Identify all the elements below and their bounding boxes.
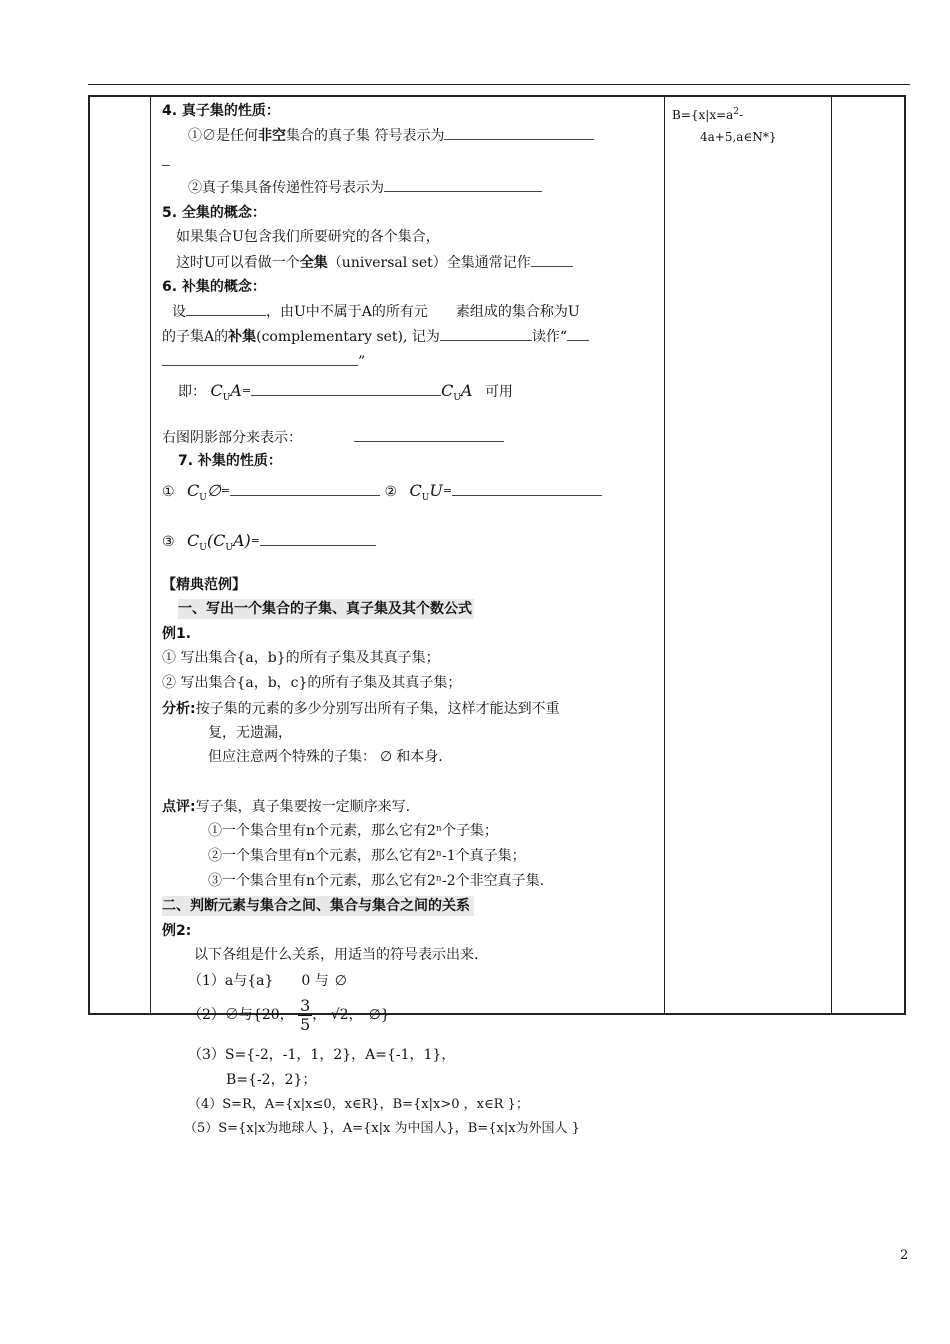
complement-symbol: $C_UA$ — [441, 381, 473, 404]
s6-complement-def: 即： $C_UA^=$ $C_UA$ 可用 — [178, 381, 513, 404]
s6-line5: 右图阴影部分来表示： — [162, 427, 504, 448]
s6-line1: 设 ，由U中不属于A的所有元 素组成的集合称为U — [172, 301, 580, 322]
s4-item2: ②真子集具备传递性符号表示为 — [188, 177, 542, 198]
page-number: 2 — [900, 1248, 909, 1263]
section-7-title: 7. 补集的性质： — [178, 453, 282, 469]
example-2-label: 例2: — [162, 923, 192, 939]
s7-prop1: ① $C_U\emptyset^=$ ② $C_UU^=$ — [162, 481, 602, 508]
fraction-3-5: $\frac{3}{5}$ — [300, 995, 311, 1034]
s4-item1: ①∅是任何非空集合的真子集 符号表示为 — [188, 125, 594, 146]
ex2-q1: （1）a与{a} 0 与 ∅ — [188, 973, 347, 989]
col-divider — [664, 97, 665, 1013]
ex1-q1: ① 写出集合{a，b}的所有子集及其真子集； — [162, 650, 440, 666]
complement-symbol: $C_UA$ — [210, 381, 242, 404]
main-content — [158, 99, 658, 1034]
ex2-intro: 以下各组是什么关系，用适当的符号表示出来. — [194, 947, 479, 963]
analysis: 分析:按子集的元素的多少分别写出所有子集，这样才能达到不重 — [162, 701, 560, 717]
comment-line2: ①一个集合里有n个元素，那么它有2ⁿ个子集； — [208, 823, 498, 839]
s5-line2: 这时U可以看做一个全集（universal set）全集通常记作 — [176, 252, 573, 273]
analysis-line2: 复，无遗漏， — [208, 725, 292, 741]
ex2-q4: （4）S=R，A={x|x≤0，x∈R}，B={x|x>0 ，x∈R }； — [188, 1097, 529, 1112]
part1-heading: 一、写出一个集合的子集、真子集及其个数公式 — [178, 601, 472, 617]
comment-line4: ③一个集合里有n个元素，那么它有2ⁿ-2个非空真子集. — [208, 873, 545, 889]
s6-line3: ” — [162, 351, 365, 372]
section-6-title: 6. 补集的概念： — [162, 279, 266, 295]
section-4-title: 4. 真子集的性质： — [162, 103, 280, 119]
s7-prop3: ③ $C_U(C_UA)^=$ — [162, 531, 376, 558]
ex2-q5: （5）S={x|x为地球人 }，A={x|x 为中国人}，B={x|x为外国人 } — [184, 1121, 580, 1136]
analysis-line3: 但应注意两个特殊的子集： ∅ 和本身. — [208, 749, 443, 765]
comment: 点评:写子集，真子集要按一定顺序来写. — [162, 799, 411, 815]
ex2-q3-cont: B={-2，2}； — [226, 1072, 317, 1088]
side-note: $B=\{x|x=a^2-$ 4a+5,a∈N*} — [672, 107, 777, 144]
ex1-q2: ② 写出集合{a，b，c}的所有子集及其真子集； — [162, 675, 462, 691]
col-divider — [150, 97, 151, 1013]
examples-header: 【精典范例】 — [162, 577, 246, 593]
lesson-table — [88, 95, 906, 1136]
ex2-q3: （3）S={-2，-1，1，2}，A={-1，1}， — [188, 1047, 456, 1063]
s6-line2: 的子集A的补集(complementary set), 记为 读作“ — [162, 326, 589, 347]
part2-heading: 二、判断元素与集合之间、集合与集合之间的关系 — [162, 896, 474, 916]
ex2-q2: （2）∅与{20， $\frac{3}{5}$ ， √2， ∅} — [188, 995, 390, 1034]
s4-item1-blank-cont — [162, 151, 170, 172]
comment-line3: ②一个集合里有n个元素，那么它有2ⁿ-1个真子集； — [208, 848, 526, 864]
header-rule — [88, 84, 910, 85]
section-5-title: 5. 全集的概念： — [162, 205, 266, 221]
s5-line1: 如果集合U包含我们所要研究的各个集合， — [176, 229, 440, 245]
example-1-label: 例1. — [162, 626, 192, 642]
col-divider — [831, 97, 832, 1013]
